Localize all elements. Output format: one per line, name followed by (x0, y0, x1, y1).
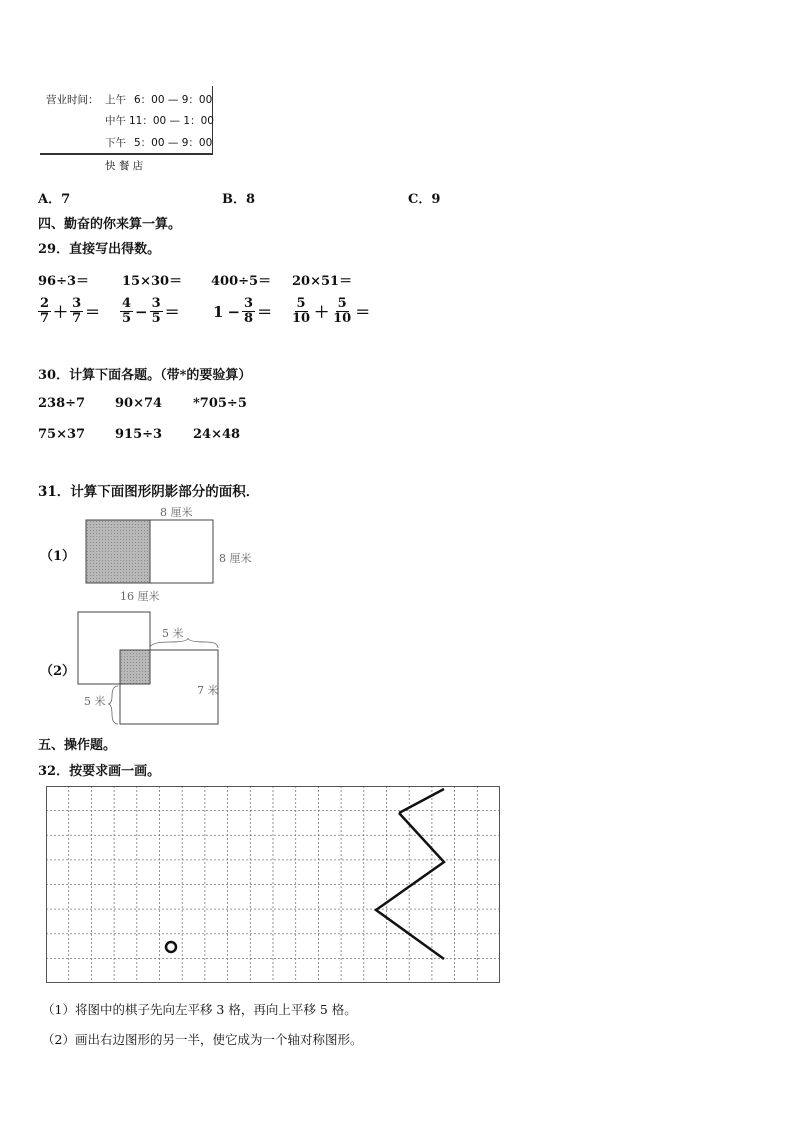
choice-a[interactable]: A．7 (38, 192, 71, 207)
fraction: $\frac{5}{10}$ (292, 296, 311, 326)
q30-item: 915÷3 (115, 427, 163, 442)
fraction: $\frac{3}{7}$ (72, 296, 82, 326)
q29-item: 400÷5＝ (211, 274, 272, 289)
fig1-label: （1） (40, 549, 76, 564)
fig2-right-label: 7 米 (197, 684, 219, 697)
drawing-grid[interactable] (46, 786, 502, 986)
chess-piece[interactable] (166, 942, 176, 952)
section-5-title: 五、操作题。 (38, 738, 117, 753)
hours-time: 11：00 — 1：00 (129, 115, 214, 127)
figure-2-squares (70, 608, 240, 728)
q29-fraction-expr: 1 − $\frac{3}{8}$ ＝ (213, 296, 273, 326)
choice-b[interactable]: B．8 (222, 192, 256, 207)
fig2-label: （2） (40, 664, 76, 679)
hours-time: 5：00 — 9：00 (134, 137, 213, 149)
hours-period: 下午 (105, 137, 126, 149)
left-brace (108, 686, 118, 724)
q32-instruction-2: （2）画出右边图形的另一半，使它成为一个轴对称图形。 (42, 1032, 363, 1047)
fraction: $\frac{3}{8}$ (244, 296, 254, 326)
overlap-shaded (120, 650, 150, 684)
fig2-left-label: 5 米 (84, 695, 106, 708)
q31-title: 31．计算下面图形阴影部分的面积． (38, 484, 260, 500)
hours-period: 中午 (105, 115, 126, 127)
q30-item: 90×74 (115, 396, 163, 411)
hours-label: 营业时间： (46, 94, 99, 106)
white-square (150, 520, 213, 583)
q32-title: 32．按要求画一画。 (38, 764, 161, 779)
q30-item: 75×37 (38, 427, 86, 442)
shop-caption: 快 餐 店 (105, 160, 144, 172)
fraction: $\frac{4}{5}$ (122, 296, 132, 326)
q29-title: 29．直接写出得数。 (38, 242, 161, 257)
fraction: $\frac{3}{5}$ (151, 296, 161, 326)
fraction: $\frac{5}{10}$ (333, 296, 352, 326)
fig1-right-label: 8 厘米 (219, 552, 252, 565)
hours-time: 6：00 — 9：00 (134, 94, 213, 106)
fig2-top-label: 5 米 (162, 627, 184, 640)
fig1-bottom-label: 16 厘米 (120, 590, 160, 603)
fig1-top-label: 8 厘米 (160, 506, 193, 519)
section-4-title: 四、勤奋的你来算一算。 (38, 217, 182, 232)
q30-item: 238÷7 (38, 396, 86, 411)
q29-fraction-expr: $\frac{5}{10}$ ＋ $\frac{5}{10}$ ＝ (292, 296, 371, 326)
q30-item: *705÷5 (193, 396, 247, 411)
choice-c[interactable]: C．9 (408, 192, 441, 207)
q29-fraction-expr: $\frac{4}{5}$ − $\frac{3}{5}$ ＝ (122, 296, 180, 326)
q29-item: 20×51＝ (292, 274, 353, 289)
fraction: $\frac{2}{7}$ (40, 296, 50, 326)
shaded-square (86, 520, 150, 583)
hours-period: 上午 (105, 94, 126, 106)
q29-item: 15×30＝ (122, 274, 183, 289)
top-brace (150, 638, 218, 648)
q29-fraction-expr: $\frac{2}{7}$ ＋ $\frac{3}{7}$ ＝ (40, 296, 101, 326)
q30-title: 30．计算下面各题。（带*的要验算） (38, 368, 252, 383)
figure-1-rectangle (84, 503, 264, 608)
q29-item: 96÷3＝ (38, 274, 90, 289)
q32-instruction-1: （1）将图中的棋子先向左平移 3 格，再向上平移 5 格。 (42, 1002, 357, 1017)
zigzag-segment (399, 789, 444, 813)
q30-item: 24×48 (193, 427, 241, 442)
